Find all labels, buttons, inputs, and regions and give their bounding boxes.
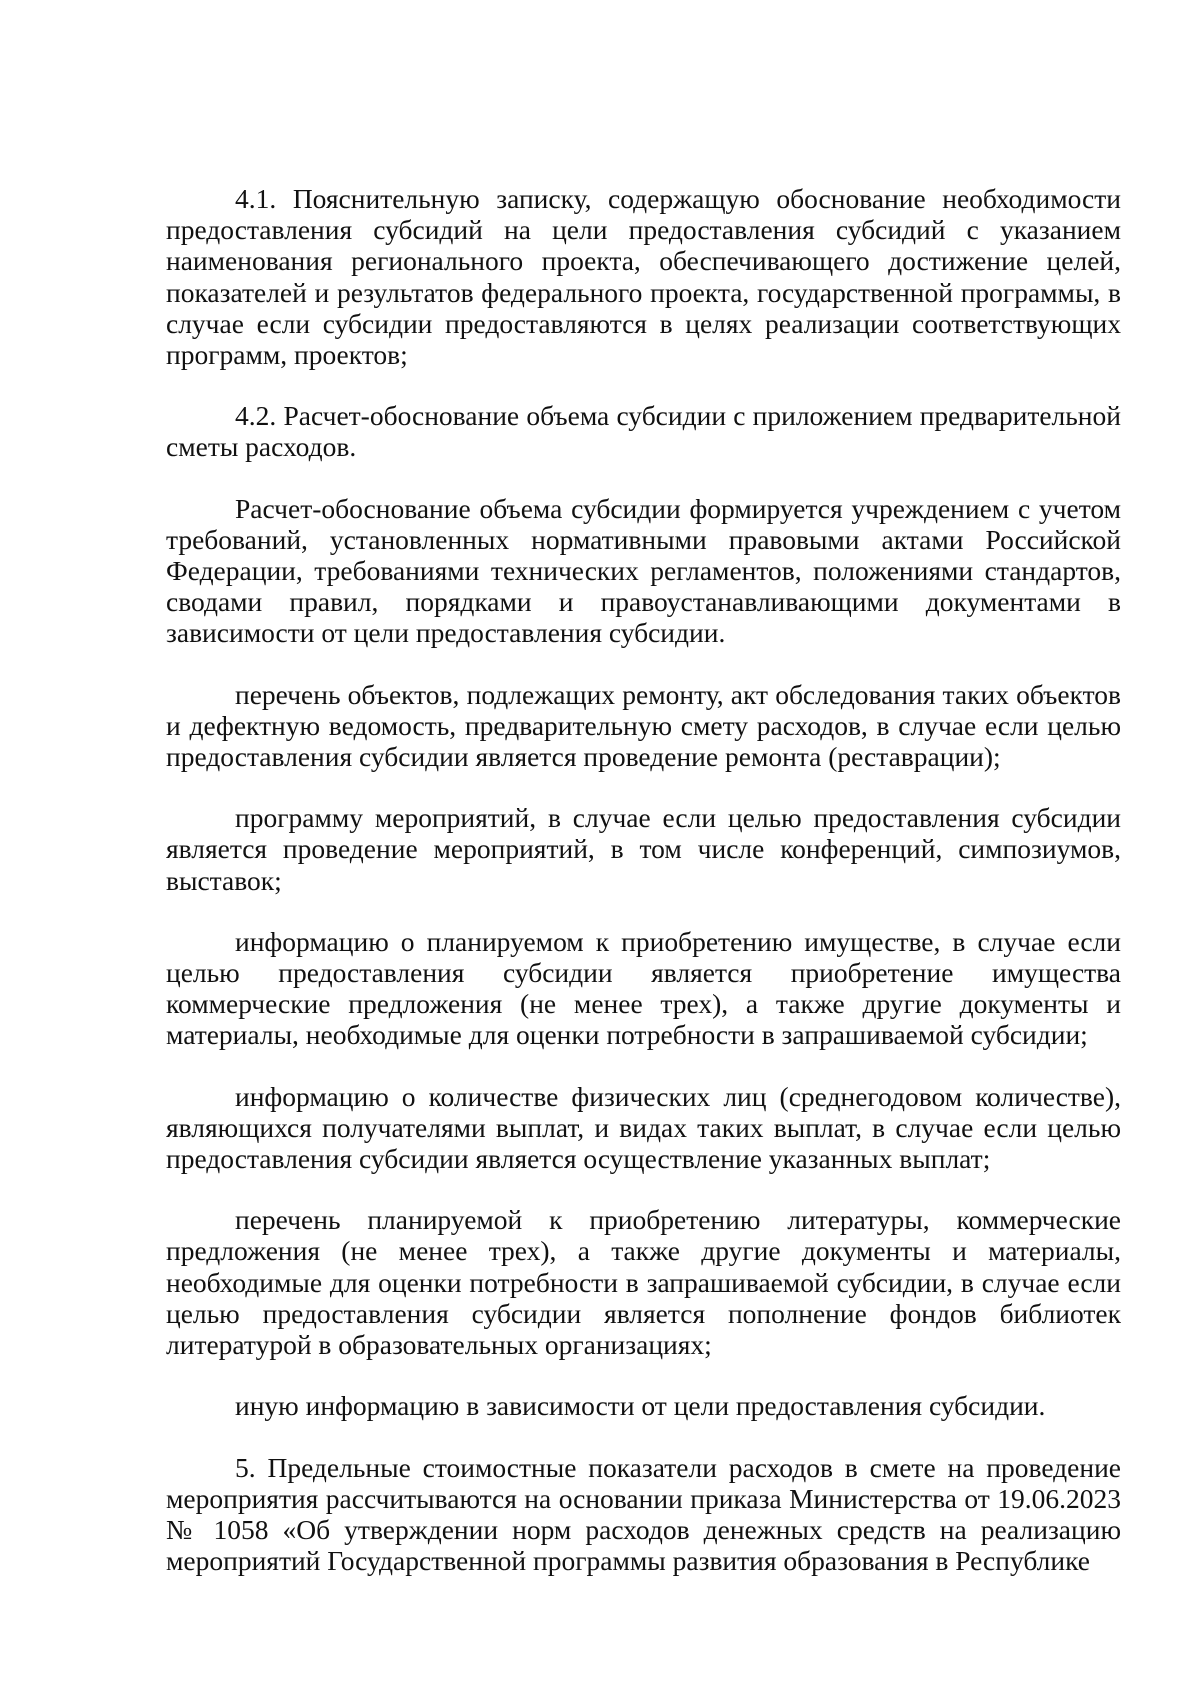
- paragraph-events-program: программу мероприятий, в случае если целью предоставления субсидии является проведение мероприятий, в том числе конференций, симпозиумов, выставок;: [166, 802, 1121, 896]
- paragraph-other-information: иную информацию в зависимости от цели предоставления субсидии.: [235, 1390, 1046, 1422]
- paragraph-literature-list: перечень планируемой к приобретению литературы, коммерческие предложения (не менее трех), а также другие документы и материалы, необходимые для оценки потребности в запрашиваемой субсидии, в случае если целью предоставления субсидии является пополнение фондов библиотек литературой в образовательных организациях;: [166, 1204, 1121, 1361]
- paragraph-4-1-explanatory-note: 4.1. Пояснительную записку, содержащую обоснование необходимости предоставления субсидий на цели предоставления субсидий с указанием наименования регионального проекта, обеспечивающего достижение целей, показателей и результатов федерального проекта, государственной программы, в случае если субсидии предоставляются в целях реализации соответствующих программ, проектов;: [166, 183, 1121, 371]
- document-body: [166, 183, 1121, 1576]
- paragraph-individuals-payments: информацию о количестве физических лиц (среднегодовом количестве), являющихся получателями выплат, и видах таких выплат, в случае если целью предоставления субсидии является осуществление указанных выплат;: [166, 1080, 1121, 1175]
- paragraph-property-acquisition: информацию о планируемом к приобретению имуществе, в случае если целью предоставления субсидии является приобретение имущества коммерческие предложения (не менее трех), а также другие документы и материалы, необходимые для оценки потребности в запрашиваемой субсидии;: [166, 925, 1121, 1051]
- paragraph-5-cost-limits: 5. Предельные стоимостные показатели расходов в смете на проведение мероприятия рассчитываются на основании приказа Министерства от 19.06.2023 № 1058 «Об утверждении норм расходов денежных средств на реализацию мероприятий Государственной программы развития образования в Республике: [166, 1451, 1121, 1577]
- paragraph-4-2-calculation: 4.2. Расчет-обоснование объема субсидии с приложением предварительной сметы расходов.: [166, 400, 1121, 463]
- paragraph-repair-objects: перечень объектов, подлежащих ремонту, акт обследования таких объектов и дефектную ведомость, предварительную смету расходов, в случае если целью предоставления субсидии является проведение ремонта (реставрации);: [166, 678, 1121, 773]
- paragraph-calculation-requirements: Расчет-обоснование объема субсидии формируется учреждением с учетом требований, установленных нормативными правовыми актами Российской Федерации, требованиями технических регламентов, положениями стандартов, сводами правил, порядками и правоустанавливающими документами в зависимости от цели предоставления субсидии.: [166, 492, 1121, 649]
